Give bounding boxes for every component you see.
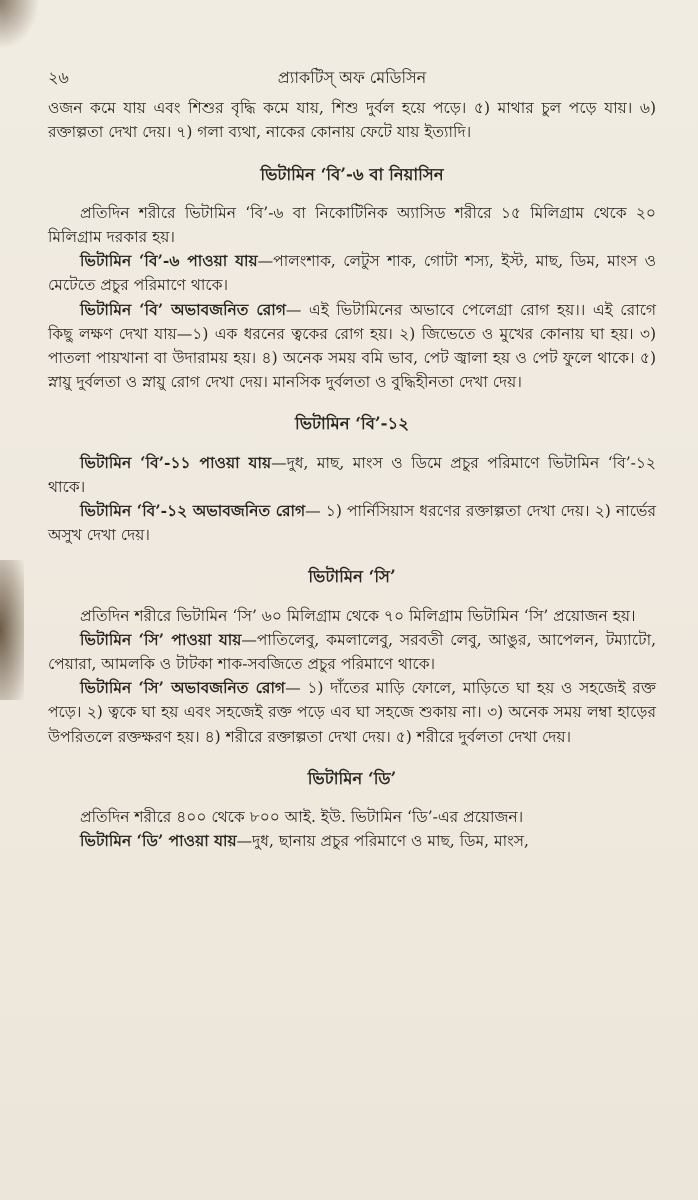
- section-heading-b6: ভিটামিন ‘বি’-৬ বা নিয়াসিন: [260, 164, 444, 184]
- c-source-lead: ভিটামিন ‘সি’ পাওয়া যায়: [80, 629, 242, 649]
- b6-deficiency-lead: ভিটামিন ‘বি’ অভাবজনিত রোগ: [80, 299, 286, 319]
- page-number: ২৬: [48, 68, 69, 87]
- b6-deficiency-text: — এই ভিটামিনের অভাবে পেলেগ্রা রোগ হয়।। এই রোগে কিছু লক্ষণ দেখা যায়—১) এক ধরনের ত্বকের রোগ হয়। ২) জিভেতে ও মুখের কোনায় ঘা হয়। ৩) পাতলা পায়খানা বা উদারাময় হয়। ৪) অনেক সময় বমি ভাব, পেট জ্বালা হয় ও পেট ফুলে থাকে। ৫) স্নায়ু দুর্বলতা ও স্নায়ু রোগ দেখা দেয়। মানসিক দুর্বলতা ও বুদ্ধিহীনতা দেখা দেয়।: [48, 300, 656, 392]
- d-source-text: —দুধ, ছানায় প্রচুর পরিমাণে ও মাছ, ডিম, মাংস,: [236, 832, 529, 851]
- page-header: [48, 66, 656, 90]
- c-source-paragraph: [48, 628, 656, 676]
- b6-deficiency-paragraph: [48, 298, 656, 395]
- b12-deficiency-paragraph: [48, 499, 656, 547]
- b12-source-text: —দুধ, মাছ, মাংস ও ডিমে প্রচুর পরিমাণে ভিটামিন ‘বি’-১২ থাকে।: [48, 453, 657, 496]
- b6-daily-paragraph: প্রতিদিন শরীরে ভিটামিন ‘বি’-৬ বা নিকোটিনিক অ্যাসিড শরীরে ১৫ মিলিগ্রাম থেকে ২০ মিলিগ্রাম দরকার হয়।: [48, 203, 656, 247]
- d-source-paragraph: [48, 829, 656, 853]
- page-text: [48, 66, 656, 853]
- c-deficiency-lead: ভিটামিন ‘সি’ অভাবজনিত রোগ: [80, 678, 286, 698]
- c-deficiency-paragraph: [48, 676, 656, 749]
- d-daily-paragraph: প্রতিদিন শরীরে ৪০০ থেকে ৮০০ আই. ইউ. ভিটামিন ‘ডি’-এর প্রয়োজন।: [80, 808, 524, 827]
- intro-paragraph: ওজন কমে যায় এবং শিশুর বৃদ্ধি কমে যায়, শিশু দুর্বল হয়ে পড়ে। ৫) মাথার চুল পড়ে যায়। ৬) রক্তাল্পতা দেখা দেয়। ৭) গলা ব্যথা, নাকের কোনায় ফেটে যায় ইত্যাদি।: [48, 99, 656, 142]
- b12-deficiency-lead: ভিটামিন ‘বি’-১২ অভাবজনিত রোগ: [80, 501, 306, 521]
- b6-source-text: —পালংশাক, লেটুস শাক, গোটা শস্য, ইস্ট, মাছ, ডিম, মাংস ও মেটেতে প্রচুর পরিমাণে থাকে।: [48, 252, 656, 295]
- c-source-text: —পাতিলেবু, কমলালেবু, সরবতী লেবু, আঙুর, আপেলন, টম্যাটো, পেয়ারা, আমলকি ও টাটকা শাক-সবজিতে প্রচুর পরিমাণে থাকে।: [48, 630, 656, 674]
- c-daily-paragraph: প্রতিদিন শরীরে ভিটামিন ‘সি’ ৬০ মিলিগ্রাম থেকে ৭০ মিলিগ্রাম ভিটামিন ‘সি’ প্রয়োজন হয়।: [80, 606, 636, 625]
- page-corner-shadow: [0, 0, 40, 50]
- d-source-lead: ভিটামিন ‘ডি’ পাওয়া যায়: [80, 831, 237, 851]
- b12-deficiency-text: — ১) পার্নিসিয়াস ধরণের রক্তাল্পতা দেখা দেয়। ২) নার্ভের অসুখ দেখা দেয়।: [48, 502, 656, 545]
- b12-source-lead: ভিটামিন ‘বি’-১১ পাওয়া যায়: [80, 452, 272, 472]
- running-title: প্র্যাকটিস্ অফ মেডিসিন: [277, 68, 427, 87]
- section-heading-d: ভিটামিন ‘ডি’: [307, 768, 397, 788]
- b6-source-paragraph: [48, 249, 656, 297]
- c-deficiency-text: — ১) দাঁতের মাড়ি ফোলে, মাড়িতে ঘা হয় ও সহজেই রক্ত পড়ে। ২) ত্বকে ঘা হয় এবং সহজেই রক্ত পড়ে এব ঘা সহজে শুকায় না। ৩) অনেক সময় লম্বা হাড়ের উপরিতলে রক্তক্ষরণ হয়। ৪) শরীরে রক্তাল্পতা দেখা দেয়। ৫) শরীরে দুর্বলতা দেখা দেয়।: [48, 679, 656, 746]
- section-heading-c: ভিটামিন ‘সি’: [308, 567, 396, 587]
- thumb-shadow: [0, 560, 24, 700]
- section-heading-b12: ভিটামিন ‘বি’-১২: [295, 414, 409, 434]
- b12-source-paragraph: [48, 451, 656, 499]
- b6-source-lead: ভিটামিন ‘বি’-৬ পাওয়া যায়: [80, 251, 258, 271]
